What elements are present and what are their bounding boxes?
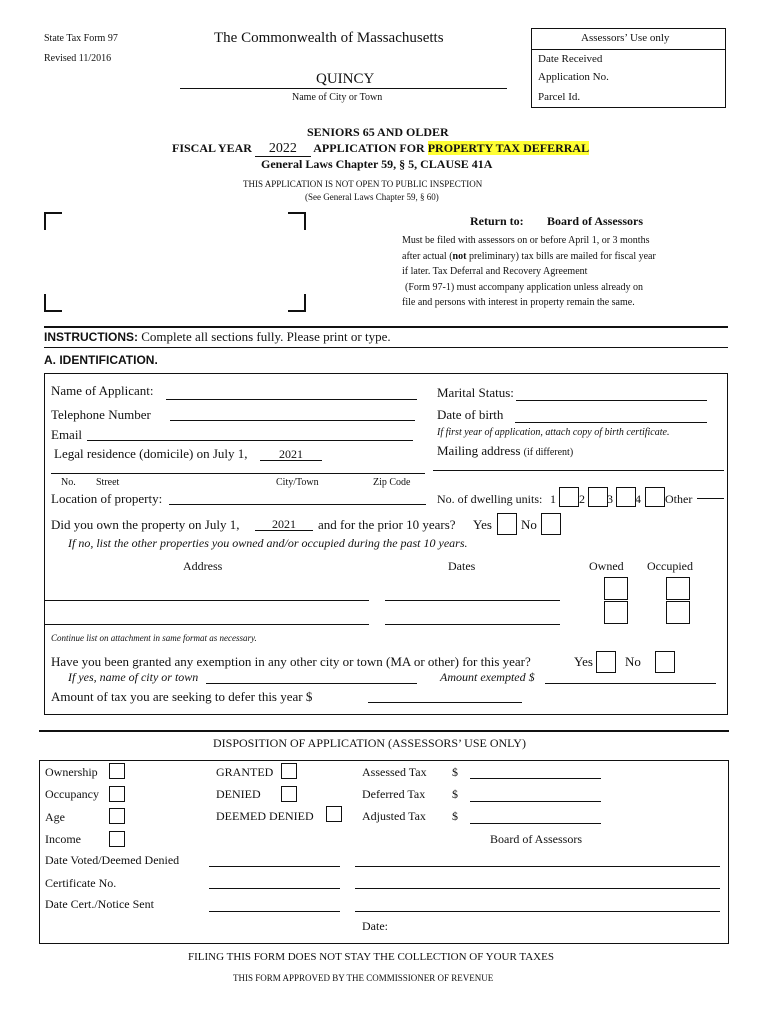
return-line-2-bold: not: [452, 251, 467, 262]
return-line-2: [402, 252, 656, 262]
date-voted-label: Date Voted/Deemed Denied: [45, 853, 180, 867]
phone-input[interactable]: [170, 420, 415, 421]
date-received-label: Date Received: [538, 53, 603, 65]
fiscal-year-value: 2022: [255, 142, 311, 157]
fiscal-year-heading: [172, 142, 589, 157]
prior-dates-1[interactable]: [385, 600, 560, 601]
exemption-no-label: No: [625, 654, 641, 669]
residence-address-input[interactable]: [51, 473, 425, 474]
parcel-id-label: Parcel Id.: [538, 91, 581, 103]
disp-granted-checkbox[interactable]: [281, 763, 297, 779]
own-yes-label: Yes: [473, 517, 492, 532]
adjusted-tax-label: Adjusted Tax: [362, 809, 426, 823]
assessor-signature-1[interactable]: [355, 866, 720, 867]
application-no-label: Application No.: [538, 71, 609, 83]
revised-date: Revised 11/2016: [44, 53, 112, 64]
assessor-signature-3[interactable]: [355, 911, 720, 912]
window-corner-tr: [288, 212, 306, 230]
unit-checkbox-1[interactable]: [559, 487, 579, 507]
disp-age-checkbox[interactable]: [109, 808, 125, 824]
return-to-label: Return to:: [470, 214, 524, 228]
assessors-use-box: [531, 28, 726, 108]
property-tax-deferral-highlight: PROPERTY TAX DEFERRAL: [427, 141, 590, 155]
exemption-no-checkbox[interactable]: [655, 651, 675, 673]
unit-option-1: 1: [550, 492, 556, 506]
assessed-tax-input[interactable]: [470, 778, 601, 779]
prior-owned-checkbox-1[interactable]: [604, 577, 628, 600]
dob-note: If first year of application, attach copy of birth certificate.: [437, 427, 670, 438]
exemption-yes-checkbox[interactable]: [596, 651, 616, 673]
instructions-line: [44, 330, 391, 343]
phone-label: Telephone Number: [51, 407, 151, 422]
own-question-post: and for the prior 10 years?: [318, 517, 456, 532]
legal-residence-label: Legal residence (domicile) on July 1,: [54, 446, 248, 461]
own-note: If no, list the other properties you owned and/or occupied during the past 10 years.: [68, 536, 468, 550]
unit-checkbox-3[interactable]: [616, 487, 636, 507]
own-no-checkbox[interactable]: [541, 513, 561, 535]
return-line-1: Must be filed with assessors on or before April 1, or 3 months: [402, 235, 650, 246]
disp-income-checkbox[interactable]: [109, 831, 125, 847]
city-town-caption: City/Town: [276, 477, 319, 488]
marital-label: Marital Status:: [437, 385, 514, 400]
prior-dates-2[interactable]: [385, 624, 560, 625]
column-owned: Owned: [589, 559, 624, 573]
law-reference: General Laws Chapter 59, § 5, CLAUSE 41A: [261, 157, 493, 171]
city-underline: [180, 88, 507, 89]
if-yes-city-input[interactable]: [206, 683, 417, 684]
date-cert-input[interactable]: [209, 911, 340, 912]
email-label: Email: [51, 427, 83, 442]
mailing-address-text: Mailing address: [437, 443, 521, 458]
form-number: State Tax Form 97: [44, 33, 118, 44]
see-law-notice: (See General Laws Chapter 59, § 60): [305, 192, 439, 202]
board-of-assessors-label: Board of Assessors: [490, 832, 582, 846]
name-input[interactable]: [166, 399, 417, 400]
disp-occupancy-label: Occupancy: [45, 787, 99, 801]
section-a-title: A. IDENTIFICATION.: [44, 353, 158, 367]
fiscal-year-prefix: FISCAL YEAR: [172, 141, 252, 155]
location-label: Location of property:: [51, 491, 163, 506]
amount-defer-label: Amount of tax you are seeking to defer this year $: [51, 689, 313, 704]
continue-note: Continue list on attachment in same format as necessary.: [51, 633, 257, 643]
dob-input[interactable]: [515, 422, 707, 423]
mailing-address-input[interactable]: [433, 470, 724, 471]
prior-owned-checkbox-2[interactable]: [604, 601, 628, 624]
return-line-4: (Form 97-1) must accompany application unless already on: [405, 282, 643, 293]
disposition-date-label: Date:: [362, 919, 388, 933]
disposition-title: DISPOSITION OF APPLICATION (ASSESSORS’ USE ONLY): [213, 736, 526, 750]
instructions-bottom-rule: [44, 347, 728, 348]
not-public-notice: THIS APPLICATION IS NOT OPEN TO PUBLIC INSPECTION: [243, 179, 483, 189]
disp-income-label: Income: [45, 832, 81, 846]
disp-denied-label: DENIED: [216, 787, 261, 801]
instructions-label: INSTRUCTIONS:: [44, 330, 138, 344]
dwelling-units-label: No. of dwelling units:: [437, 492, 543, 506]
disp-ownership-checkbox[interactable]: [109, 763, 125, 779]
exemption-yes-label: Yes: [574, 654, 593, 669]
prior-occupied-checkbox-1[interactable]: [666, 577, 690, 600]
no-caption: No.: [61, 477, 76, 488]
assessors-box-divider: [532, 49, 725, 50]
disp-ownership-label: Ownership: [45, 765, 98, 779]
deferred-tax-input[interactable]: [470, 801, 601, 802]
unit-option-2: 2: [579, 492, 585, 506]
own-yes-checkbox[interactable]: [497, 513, 517, 535]
marital-input[interactable]: [516, 400, 707, 401]
assessed-tax-label: Assessed Tax: [362, 765, 427, 779]
column-dates: Dates: [448, 559, 476, 573]
footer-line-1: FILING THIS FORM DOES NOT STAY THE COLLECTION OF YOUR TAXES: [188, 951, 554, 963]
window-corner-br: [288, 294, 306, 312]
disp-deemed-denied-label: DEEMED DENIED: [216, 809, 314, 823]
date-cert-label: Date Cert./Notice Sent: [45, 897, 154, 911]
disp-deemed-denied-checkbox[interactable]: [326, 806, 342, 822]
application-for-text: APPLICATION FOR: [313, 141, 425, 155]
adjusted-tax-dollar: $: [452, 809, 458, 823]
instructions-top-rule: [44, 326, 728, 328]
amount-exempted-input[interactable]: [545, 683, 716, 684]
disposition-top-rule: [39, 730, 729, 732]
own-no-label: No: [521, 517, 537, 532]
prior-occupied-checkbox-2[interactable]: [666, 601, 690, 624]
exemption-question: Have you been granted any exemption in any other city or town (MA or other) for this year?: [51, 654, 531, 669]
column-occupied: Occupied: [647, 559, 693, 573]
window-corner-bl: [44, 294, 62, 312]
own-question-pre: Did you own the property on July 1,: [51, 517, 240, 532]
own-question-year: 2021: [255, 518, 313, 531]
unit-option-3: 3: [607, 492, 613, 506]
assessors-box-title: Assessors’ Use only: [581, 32, 670, 44]
return-line-5: file and persons with interest in property remain the same.: [402, 297, 635, 308]
window-corner-tl: [44, 212, 62, 230]
unit-other-input[interactable]: [697, 498, 724, 499]
unit-option-other: Other: [665, 492, 693, 506]
return-line-3: if later. Tax Deferral and Recovery Agreement: [402, 266, 588, 277]
unit-checkbox-2[interactable]: [588, 487, 608, 507]
return-line-2-pre: after actual (: [402, 251, 453, 262]
mailing-address-label: [437, 444, 573, 458]
name-label: Name of Applicant:: [51, 383, 154, 398]
unit-option-4: 4: [635, 492, 641, 506]
disp-age-label: Age: [45, 810, 65, 824]
date-voted-input[interactable]: [209, 866, 340, 867]
assessor-signature-2[interactable]: [355, 888, 720, 889]
disp-denied-checkbox[interactable]: [281, 786, 297, 802]
zip-code-caption: Zip Code: [373, 477, 411, 488]
return-to-board: Board of Assessors: [547, 214, 644, 228]
disp-occupancy-checkbox[interactable]: [109, 786, 125, 802]
amount-exempted-label: Amount exempted $: [440, 670, 535, 684]
return-line-2-post: preliminary) tax bills are mailed for fiscal year: [466, 251, 656, 262]
adjusted-tax-input[interactable]: [470, 823, 601, 824]
unit-checkbox-4[interactable]: [645, 487, 665, 507]
mailing-address-note: (if different): [523, 447, 574, 458]
street-caption: Street: [96, 477, 120, 488]
footer-line-2: THIS FORM APPROVED BY THE COMMISSIONER OF REVENUE: [233, 973, 494, 983]
form-title: The Commonwealth of Massachusetts: [214, 30, 444, 46]
instructions-text: Complete all sections fully. Please print or type.: [141, 329, 391, 344]
amount-defer-input[interactable]: [368, 702, 522, 703]
if-yes-city-label: If yes, name of city or town: [68, 670, 199, 684]
certificate-no-label: Certificate No.: [45, 876, 117, 890]
certificate-no-input[interactable]: [209, 888, 340, 889]
assessed-tax-dollar: $: [452, 765, 458, 779]
dob-label: Date of birth: [437, 407, 504, 422]
prior-address-1[interactable]: [44, 600, 369, 601]
disp-granted-label: GRANTED: [216, 765, 274, 779]
column-address: Address: [183, 559, 223, 573]
email-input[interactable]: [87, 440, 413, 441]
city-name: QUINCY: [316, 71, 375, 87]
location-input[interactable]: [169, 504, 426, 505]
prior-address-2[interactable]: [44, 624, 369, 625]
deferred-tax-label: Deferred Tax: [362, 787, 426, 801]
city-caption: Name of City or Town: [292, 92, 383, 103]
deferred-tax-dollar: $: [452, 787, 458, 801]
legal-residence-year: 2021: [260, 448, 322, 461]
heading-seniors: SENIORS 65 AND OLDER: [307, 125, 449, 139]
